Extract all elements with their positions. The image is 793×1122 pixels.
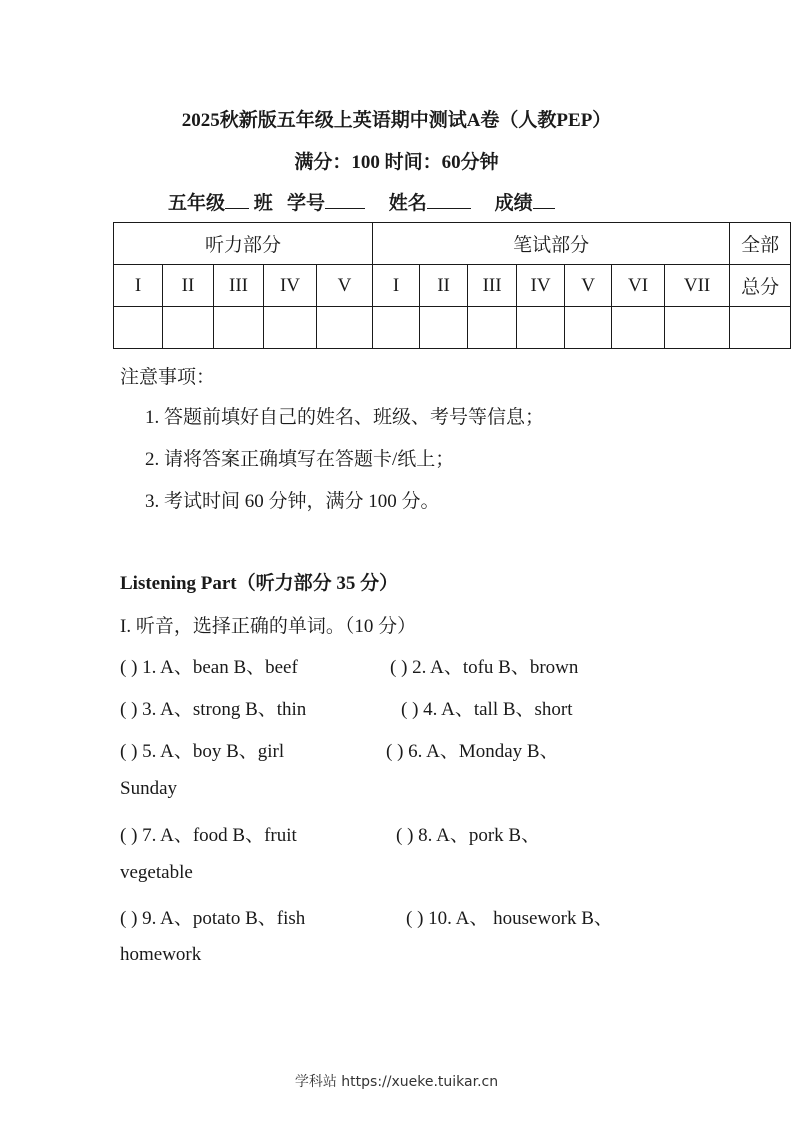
written-col: VI (612, 265, 665, 307)
written-col: IV (517, 265, 565, 307)
student-info-line (168, 188, 555, 215)
score-cell[interactable] (517, 307, 565, 349)
written-col: I (373, 265, 420, 307)
score-cell[interactable] (665, 307, 730, 349)
score-table (113, 222, 791, 349)
question-right: ( ) 4. A、tall B、short (401, 699, 573, 720)
question-left: ( ) 9. A、potato B、fish (120, 908, 306, 929)
score-blank (533, 190, 555, 209)
question-continuation: homework (120, 944, 202, 965)
score-cell[interactable] (214, 307, 264, 349)
score-cell[interactable] (264, 307, 317, 349)
all-header: 全部 (730, 223, 791, 265)
number-label: 学号 (287, 193, 326, 214)
notice-item: 1. 答题前填好自己的姓名、班级、考号等信息； (145, 407, 545, 428)
page-title: 2025秋新版五年级上英语期中测试A卷（人教PEP） (181, 110, 612, 131)
listening-col: V (317, 265, 373, 307)
question-line (120, 736, 720, 760)
question-line (120, 903, 720, 927)
question-left: ( ) 5. A、boy B、girl (120, 741, 285, 762)
grade-label: 五年级 (168, 193, 226, 214)
class-blank (225, 190, 249, 209)
notice-heading: 注意事项： (120, 367, 216, 388)
question-left: ( ) 3. A、strong B、thin (120, 699, 307, 720)
class-label: 班 (253, 193, 273, 214)
written-col: III (468, 265, 517, 307)
question-right: ( ) 10. A、 housework B、 (406, 908, 613, 929)
question-right: ( ) 6. A、Monday B、 (386, 741, 559, 762)
written-col: V (565, 265, 612, 307)
score-cell[interactable] (163, 307, 214, 349)
question-heading: I. 听音，选择正确的单词。（10 分） (120, 616, 417, 637)
score-cell[interactable] (468, 307, 517, 349)
page-subtitle: 满分：100 时间：60分钟 (294, 152, 499, 173)
question-line (120, 694, 720, 718)
listening-col: I (114, 265, 163, 307)
written-col: II (420, 265, 468, 307)
question-continuation: vegetable (120, 862, 193, 883)
score-cell[interactable] (373, 307, 420, 349)
question-line (120, 820, 720, 844)
score-cell[interactable] (420, 307, 468, 349)
question-continuation: Sunday (120, 778, 177, 799)
score-cell[interactable] (565, 307, 612, 349)
section-title: Listening Part（听力部分 35 分） (120, 573, 399, 594)
name-label: 姓名 (388, 193, 427, 214)
total-col: 总分 (730, 265, 791, 307)
question-right: ( ) 8. A、pork B、 (396, 825, 541, 846)
footer-watermark: 学科站 https://xueke.tuikar.cn (294, 1074, 499, 1090)
written-header: 笔试部分 (373, 223, 730, 265)
question-line (120, 652, 720, 676)
notice-item: 3. 考试时间 60 分钟，满分 100 分。 (145, 491, 440, 512)
written-col: VII (665, 265, 730, 307)
question-right: ( ) 2. A、tofu B、brown (390, 657, 579, 678)
question-left: ( ) 7. A、food B、fruit (120, 825, 297, 846)
notice-item: 2. 请将答案正确填写在答题卡/纸上； (145, 449, 455, 470)
listening-col: IV (264, 265, 317, 307)
listening-col: III (214, 265, 264, 307)
listening-header: 听力部分 (114, 223, 373, 265)
score-cell[interactable] (114, 307, 163, 349)
score-cell[interactable] (317, 307, 373, 349)
listening-col: II (163, 265, 214, 307)
score-cell[interactable] (730, 307, 791, 349)
score-cell[interactable] (612, 307, 665, 349)
question-left: ( ) 1. A、bean B、beef (120, 657, 298, 678)
name-blank (427, 190, 471, 209)
number-blank (325, 190, 365, 209)
score-label: 成绩 (494, 193, 533, 214)
